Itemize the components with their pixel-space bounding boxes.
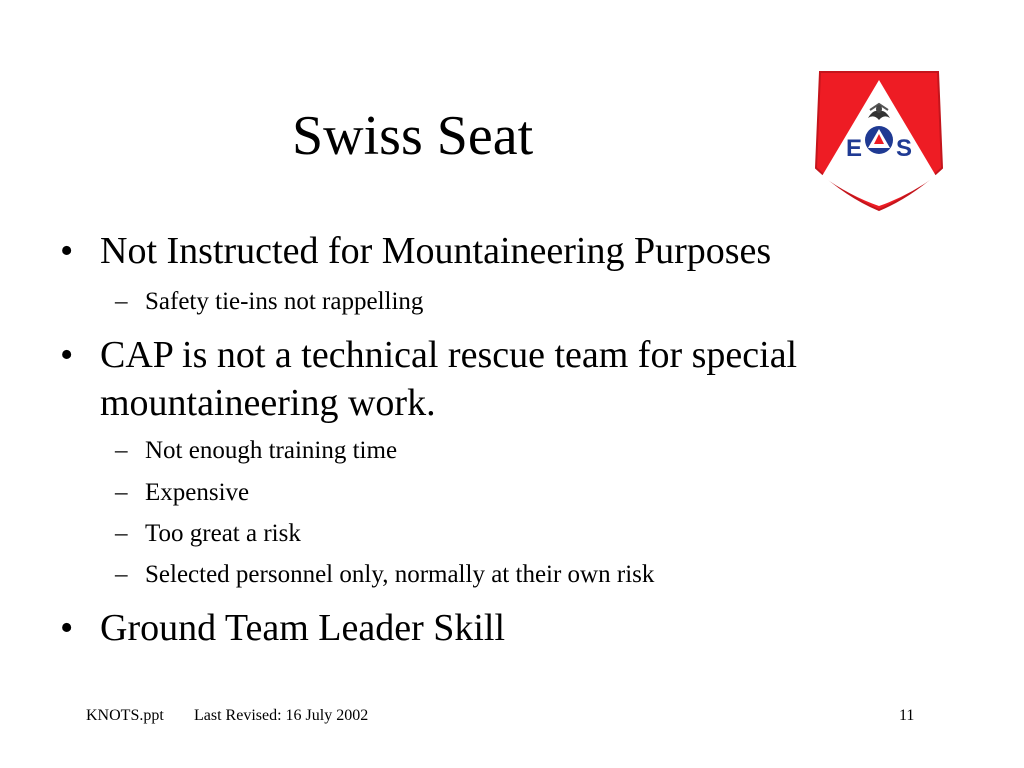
sub-bullet-text: Expensive xyxy=(145,479,250,506)
footer-revised: Last Revised: 16 July 2002 xyxy=(194,707,369,724)
footer-filename: KNOTS.ppt xyxy=(86,707,164,724)
sub-bullet-marker: – xyxy=(115,288,128,315)
sub-bullet-marker: – xyxy=(115,479,128,506)
sub-bullet-marker: – xyxy=(115,437,128,464)
sub-bullet-marker: – xyxy=(115,520,128,547)
bullet-marker: • xyxy=(60,230,74,272)
sub-bullet-text: Too great a risk xyxy=(145,520,301,547)
slide-title: Swiss Seat xyxy=(292,105,534,167)
logo-letter-s: S xyxy=(895,135,913,162)
footer-page-number: 11 xyxy=(899,707,915,724)
bullet-text: CAP is not a technical rescue team for special xyxy=(100,334,798,376)
sub-bullet-text: Not enough training time xyxy=(145,437,398,464)
bullet-text: Ground Team Leader Skill xyxy=(100,607,506,649)
sub-bullet-text: Selected personnel only, normally at their own risk xyxy=(145,561,655,588)
logo-letter-e: E xyxy=(845,135,863,162)
bullet-text: mountaineering work. xyxy=(100,382,436,424)
bullet-marker: • xyxy=(60,607,74,649)
sub-bullet-text: Safety tie-ins not rappelling xyxy=(145,288,424,315)
bullet-text: Not Instructed for Mountaineering Purposes xyxy=(100,230,772,272)
bullet-marker: • xyxy=(60,334,74,376)
sub-bullet-marker: – xyxy=(115,561,128,588)
